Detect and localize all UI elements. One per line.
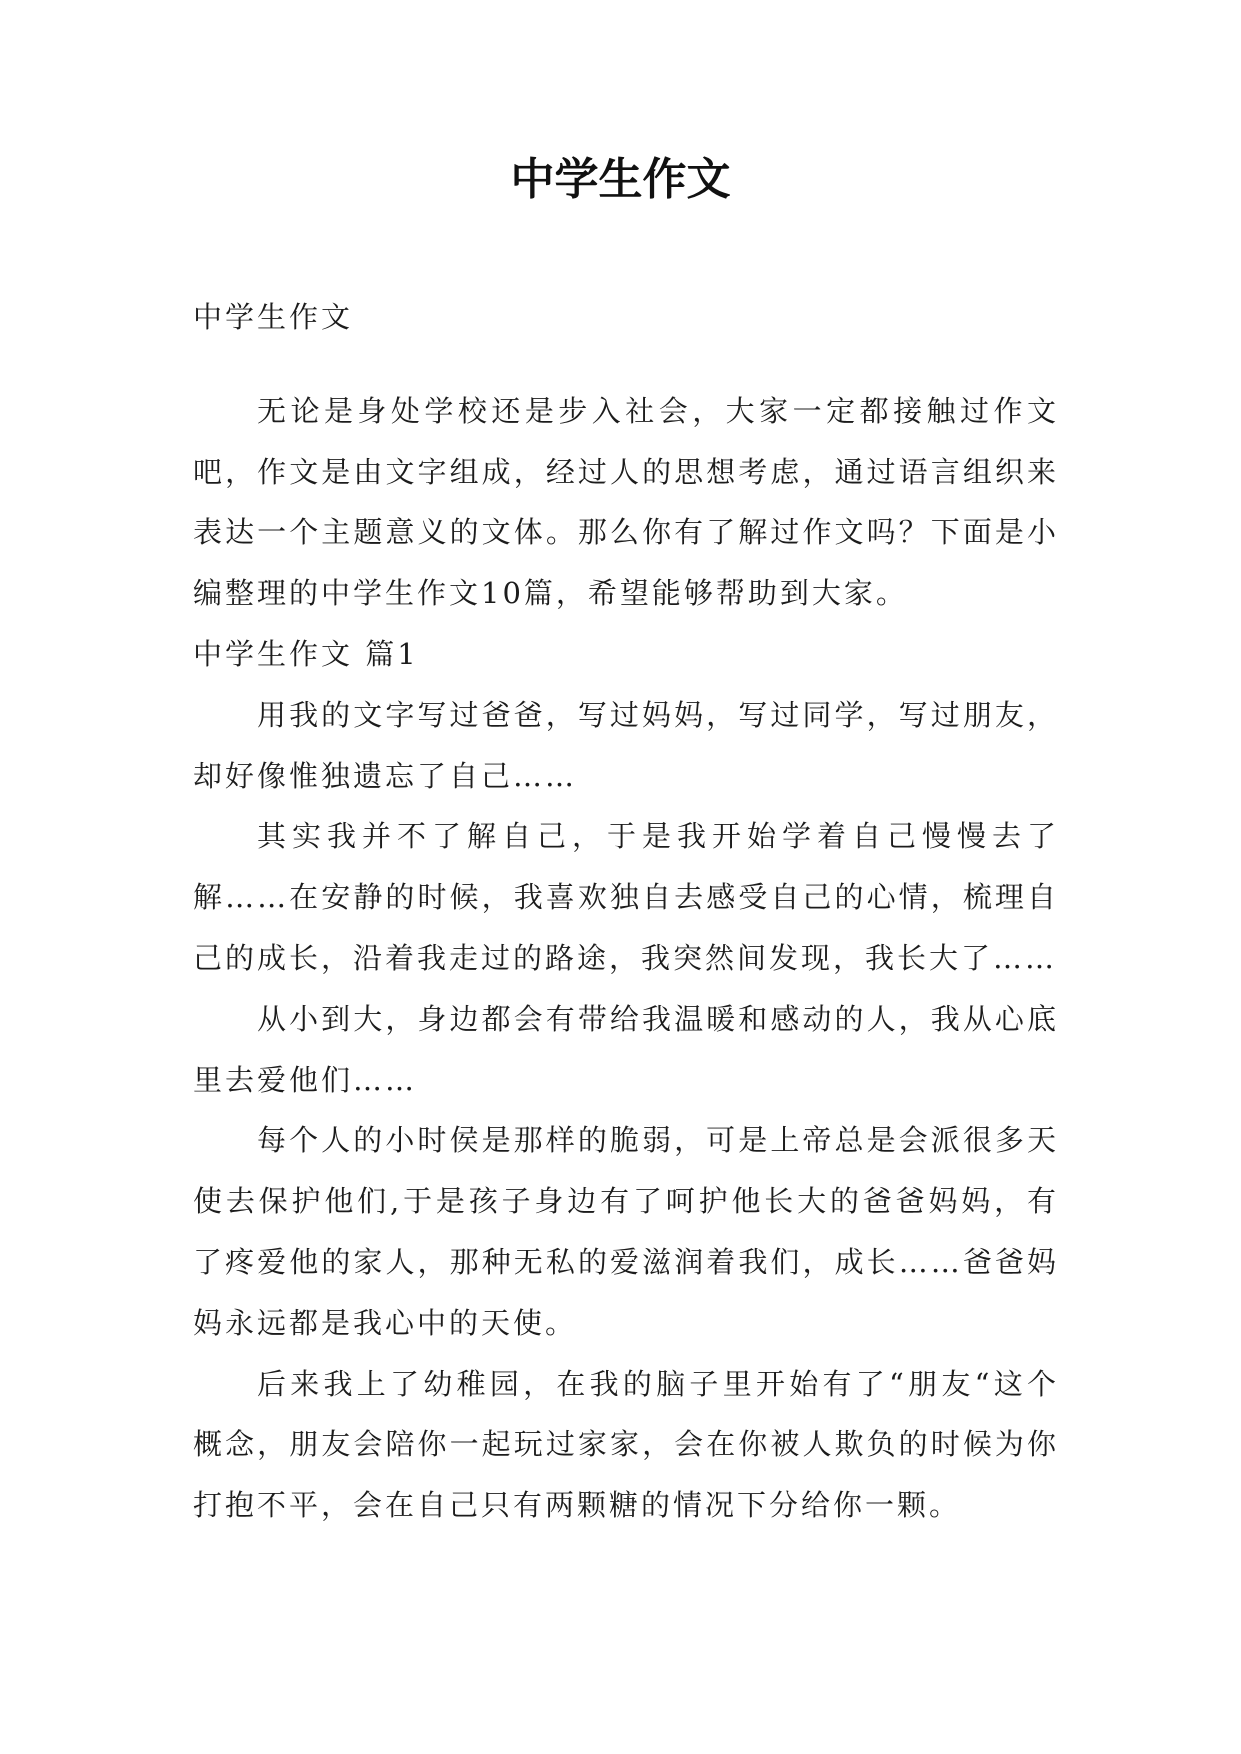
body-paragraph: 后来我上了幼稚园，在我的脑子里开始有了“朋友“这个概念，朋友会陪你一起玩过家家，会在你被人欺负的时候为你打抱不平，会在自己只有两颗糖的情况下分给你一颗。 — [193, 1366, 1059, 1523]
body-paragraph: 每个人的小时侯是那样的脆弱，可是上帝总是会派很多天使去保护他们,于是孩子身边有了呵护他长大的爸爸妈妈，有了疼爱他的家人，那种无私的爱滋润着我们，成长……爸爸妈妈永远都是我心中的天使。 — [193, 1123, 1059, 1340]
document-subtitle: 中学生作文 — [193, 300, 354, 334]
body-paragraph: 其实我并不了解自己，于是我开始学着自己慢慢去了解……在安静的时候，我喜欢独自去感受自己的心情，梳理自己的成长，沿着我走过的路途，我突然间发现，我长大了…… — [193, 819, 1059, 975]
intro-paragraph: 无论是身处学校还是步入社会，大家一定都接触过作文吧，作文是由文字组成，经过人的思想考虑，通过语言组织来表达一个主题意义的文体。那么你有了解过作文吗？下面是小编整理的中学生作文10篇，希望能够帮助到大家。 — [193, 393, 1059, 611]
document-body — [193, 287, 1059, 1536]
document-title: 中学生作文 — [510, 154, 731, 205]
section-heading: 中学生作文 篇1 — [193, 636, 419, 671]
body-paragraph: 用我的文字写过爸爸，写过妈妈，写过同学，写过朋友，却好像惟独遗忘了自己…… — [193, 697, 1059, 793]
body-paragraph: 从小到大，身边都会有带给我温暖和感动的人，我从心底里去爱他们…… — [193, 1001, 1059, 1097]
